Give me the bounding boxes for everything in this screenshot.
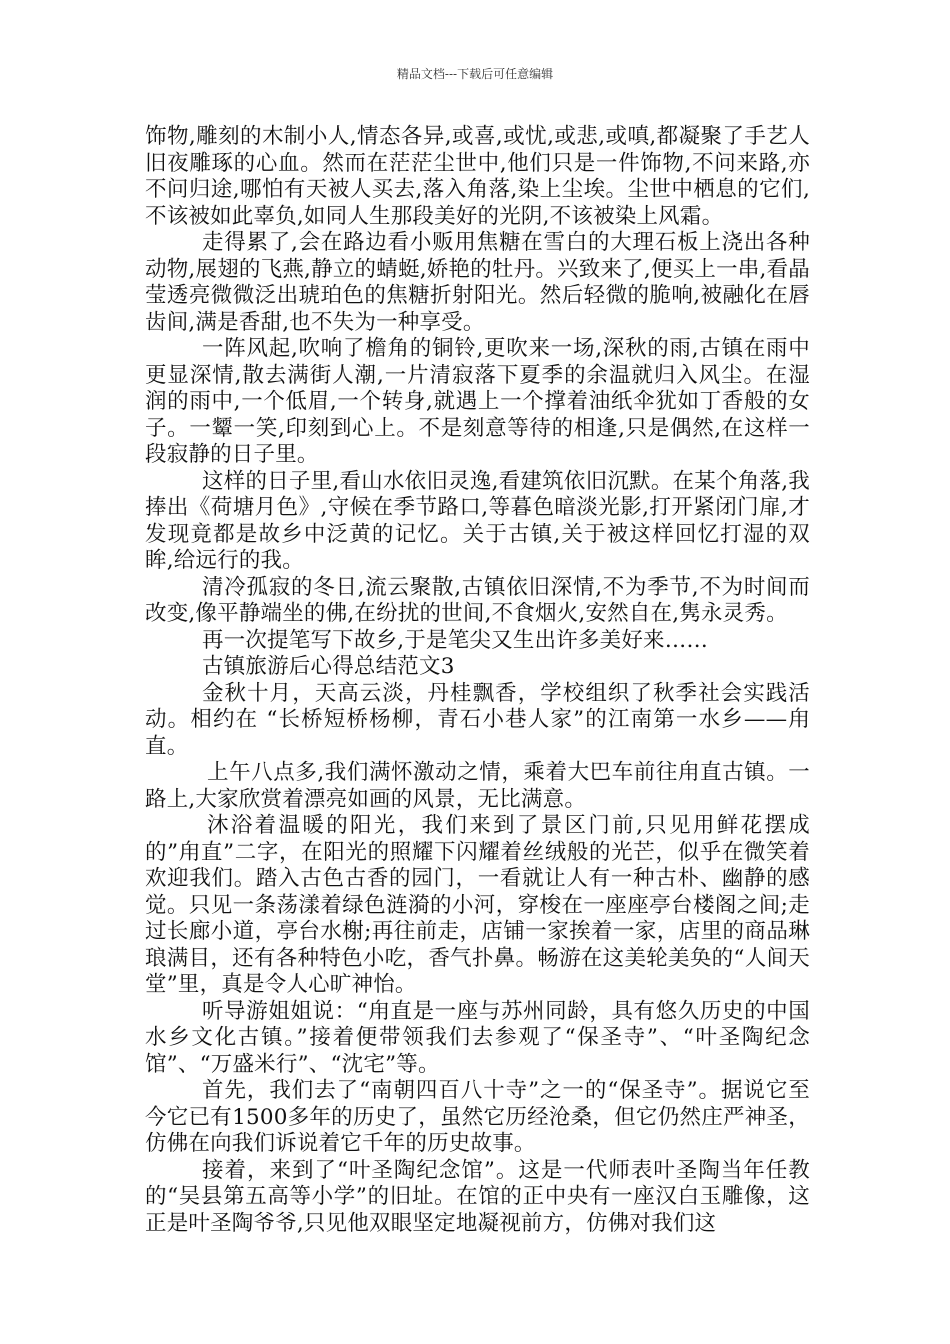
paragraph-bus-ride: 上午八点多,我们满怀激动之情，乘着大巴车前往甪直古镇。一路上,大家欣赏着漂亮如画的风景，无比满意。 — [145, 760, 810, 812]
section-heading: 古镇旅游后心得总结范文3 — [202, 654, 455, 679]
paragraph-scenic-gate: 沐浴着温暖的阳光，我们来到了景区门前,只见用鲜花摆成的”甪直”二字，在阳光的照耀下闪耀着丝绒般的光芒，似乎在微笑着欢迎我们。踏入古色古香的园门，一看就让人有一种古朴、幽静的感觉。只见一条荡漾着绿色涟漪的小河，穿梭在一座座亭台楼阁之间;走过长廊小道，亭台水榭;再往前走，店铺一家挨着一家，店里的商品琳琅满目，还有各种特色小吃，香气扑鼻。畅游在这美轮美奂的“人间天堂”里，真是令人心旷神怡。 — [145, 813, 810, 997]
paragraph-memorial-hall: 接着，来到了“叶圣陶纪念馆”。这是一代师表叶圣陶当年任教的“吴县第五高等小学”的旧址。在馆的正中央有一座汉白玉雕像，这正是叶圣陶爷爷,只见他双眼坚定地凝视前方，仿佛对我们这 — [145, 1157, 810, 1236]
paragraph-guide: 听导游姐姐说：“甪直是一座与苏州同龄，具有悠久历史的中国水乡文化古镇。”接着便带领我们去参观了“保圣寺”、“叶圣陶纪念馆”、“万盛米行”、“沈宅”等。 — [145, 998, 810, 1077]
paragraph-closing: 再一次提笔写下故乡,于是笔尖又生出许多美好来…… — [202, 627, 709, 653]
page-header: 精品文档---下载后可任意编辑 — [396, 67, 554, 81]
paragraph-baosheng-temple: 首先，我们去了“南朝四百八十寺”之一的“保圣寺”。据说它至今它已有1500多年的历史了，虽然它历经沧桑，但它仍然庄严神圣，仿佛在向我们诉说着它千年的历史故事。 — [145, 1078, 810, 1156]
paragraph-carvings: 饰物,雕刻的木制小人,情态各异,或喜,或忧,或悲,或嗔,都凝聚了手艺人旧夜雕琢的心血。然而在茫茫尘世中,他们只是一件饰物,不问来路,亦不问归途,哪怕有天被人买去,落入角落,染上尘埃。尘世中栖息的它们,不该被如此辜负,如同人生那段美好的光阴,不该被染上风霜。 — [145, 124, 810, 229]
paragraph-golden-autumn: 金秋十月，天高云淡，丹桂飘香，学校组织了秋季社会实践活动。相约在 “长桥短桥杨柳，青石小巷人家”的江南第一水乡——甪直。 — [145, 680, 810, 759]
paragraph-winter: 清冷孤寂的冬日,流云聚散,古镇依旧深情,不为季节,不为时间而改变,像平静端坐的佛,在纷扰的世间,不食烟火,安然自在,隽永灵秀。 — [145, 574, 810, 626]
paragraph-caramel: 走得累了,会在路边看小贩用焦糖在雪白的大理石板上浇出各种动物,展翅的飞燕,静立的蜻蜓,娇艳的牡丹。兴致来了,便买上一串,看晶莹透亮微微泛出琥珀色的焦糖折射阳光。然后轻微的脆响,被融化在唇齿间,满是香甜,也不失为一种享受。 — [145, 230, 810, 335]
paragraph-autumn-rain: 一阵风起,吹响了檐角的铜铃,更吹来一场,深秋的雨,古镇在雨中更显深情,散去满街人潮,一片清寂落下夏季的余温就归入风尘。在湿润的雨中,一个低眉,一个转身,就遇上一个撑着油纸伞犹如丁香般的女子。一颦一笑,印刻到心上。不是刻意等待的相逢,只是偶然,在这样一段寂静的日子里。 — [145, 336, 810, 467]
paragraph-lotus-moonlight: 这样的日子里,看山水依旧灵逸,看建筑依旧沉默。在某个角落,我捧出《荷塘月色》,守候在季节路口,等暮色暗淡光影,打开紧闭门扉,才发现竟都是故乡中泛黄的记忆。关于古镇,关于被这样回忆打湿的双眸,给远行的我。 — [145, 468, 810, 573]
document-body — [145, 124, 810, 1237]
